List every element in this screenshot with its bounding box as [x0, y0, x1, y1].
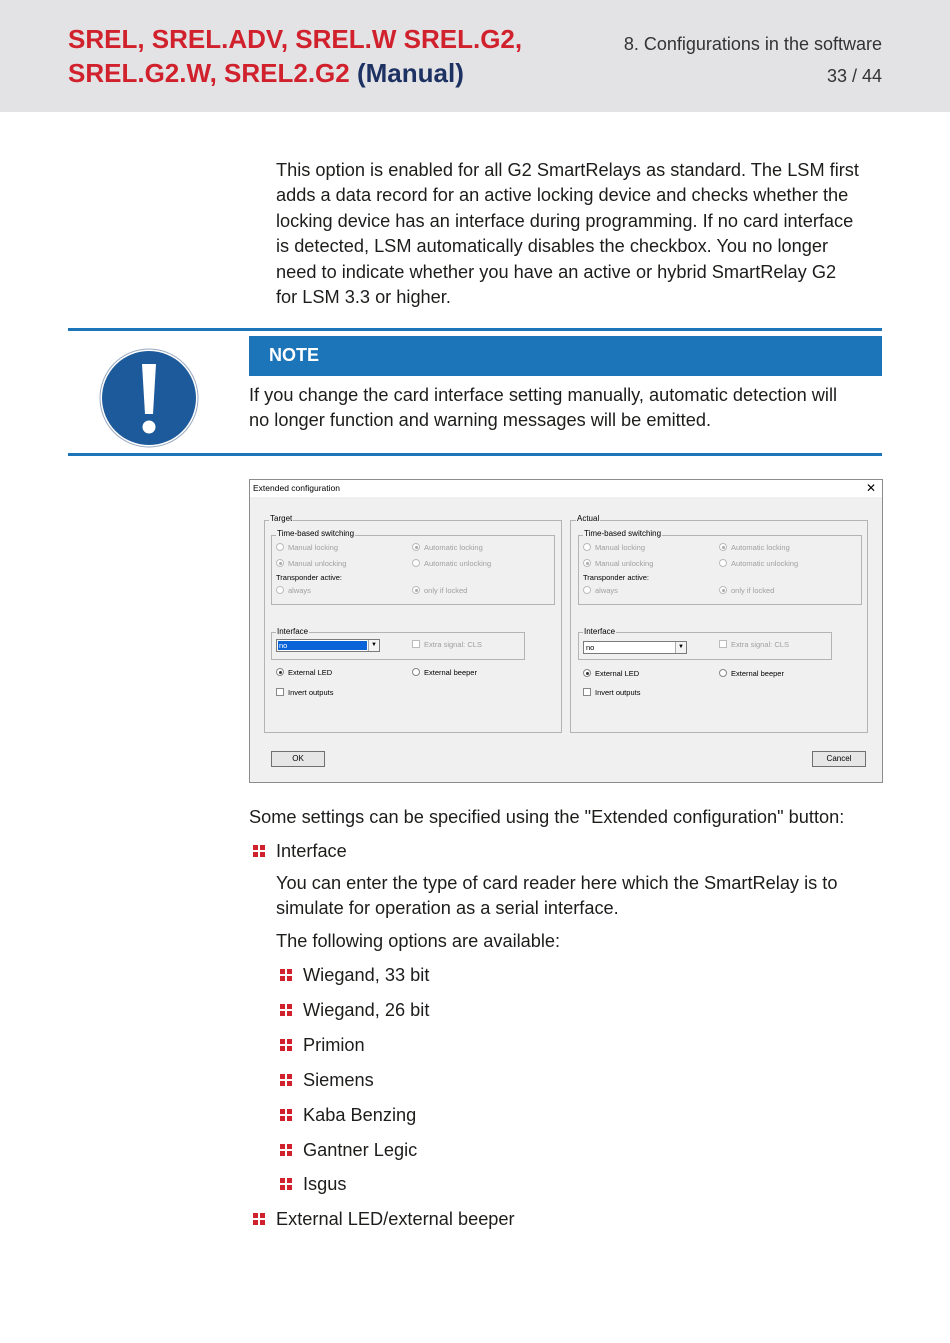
intro-line: is detected, LSM automatically disables the checkbox. You no longer [276, 236, 829, 257]
radio-icon [276, 668, 284, 676]
interface-description [276, 871, 837, 922]
option-label: External beeper [424, 668, 477, 677]
intro-line: This option is enabled for all G2 SmartRelays as standard. The LSM first [276, 160, 859, 180]
option-label: only if locked [731, 586, 775, 595]
radio-icon [583, 543, 591, 551]
cancel-button[interactable]: Cancel [812, 751, 866, 767]
target-external-beeper-radio[interactable] [412, 668, 477, 677]
option-label: Automatic locking [731, 543, 790, 552]
body-lead: Some settings can be specified using the "Extended configuration" button: [249, 807, 845, 827]
actual-invert-outputs-checkbox[interactable] [583, 688, 640, 697]
radio-icon [719, 586, 727, 594]
radio-icon [583, 559, 591, 567]
select-value: no [586, 643, 595, 652]
target-invert-outputs-checkbox[interactable] [276, 688, 333, 697]
intro-line: for LSM 3.3 or higher. [276, 287, 451, 308]
target-interface-legend: Interface [277, 627, 309, 636]
intro-paragraph [276, 158, 859, 310]
list-item: Wiegand, 26 bit [303, 1000, 430, 1020]
chevron-down-icon: ▼ [368, 640, 379, 651]
option-label: always [595, 586, 618, 595]
interface-heading: Interface [276, 841, 347, 861]
note-top-rule [68, 328, 882, 331]
bullet-icon [280, 1039, 292, 1051]
target-manual-unlocking-radio[interactable] [276, 559, 346, 568]
intro-line: locking device has an interface during programming. If no card interface [276, 210, 854, 231]
option-label: Manual locking [288, 543, 339, 552]
chevron-down-icon: ▼ [675, 642, 686, 653]
option-label: Invert outputs [288, 688, 334, 697]
select-value: no [278, 641, 367, 650]
list-item: Wiegand, 33 bit [303, 965, 430, 985]
target-always-radio[interactable] [276, 586, 311, 595]
led-beeper-heading: External LED/external beeper [276, 1209, 515, 1229]
desc-line: You can enter the type of card reader here which the SmartRelay is to [276, 873, 838, 893]
radio-icon [583, 669, 591, 677]
target-manual-locking-radio[interactable] [276, 543, 338, 552]
target-transponder-label: Transponder active: [276, 573, 343, 582]
actual-manual-unlocking-radio[interactable] [583, 559, 653, 568]
document-title [68, 22, 522, 90]
bullet-icon [280, 1074, 292, 1086]
list-item: Primion [303, 1035, 365, 1055]
actual-automatic-locking-radio[interactable] [719, 543, 790, 552]
list-item: Kaba Benzing [303, 1105, 417, 1125]
radio-icon [719, 669, 727, 677]
list-item: Gantner Legic [303, 1140, 418, 1160]
option-label: Extra signal: CLS [731, 640, 789, 649]
bullet-icon [280, 1144, 292, 1156]
target-legend: Target [270, 514, 293, 523]
actual-interface-select[interactable] [583, 641, 687, 654]
list-item: Isgus [303, 1174, 347, 1194]
target-extra-signal-checkbox[interactable] [412, 640, 482, 649]
actual-always-radio[interactable] [583, 586, 618, 595]
option-label: Invert outputs [595, 688, 641, 697]
exclamation-icon [99, 348, 199, 448]
actual-automatic-unlocking-radio[interactable] [719, 559, 798, 568]
intro-line: adds a data record for an active locking device and checks whether the [276, 185, 849, 206]
radio-icon [412, 668, 420, 676]
header-meta [624, 28, 882, 92]
dialog-title: Extended configuration [253, 483, 340, 493]
radio-icon [719, 543, 727, 551]
extended-configuration-dialog [249, 479, 883, 783]
desc-line: simulate for operation as a serial interface. [276, 898, 619, 919]
note-label: NOTE [269, 345, 320, 365]
radio-icon [719, 559, 727, 567]
bullet-icon [280, 969, 292, 981]
intro-line: need to indicate whether you have an active or hybrid SmartRelay G2 [276, 261, 837, 282]
page-header [0, 0, 950, 112]
section-title: 8. Configurations in the software [623, 34, 882, 54]
option-label: Extra signal: CLS [424, 640, 482, 649]
list-item: Siemens [303, 1070, 374, 1090]
option-label: Automatic unlocking [731, 559, 799, 568]
checkbox-icon [719, 640, 727, 648]
radio-icon [583, 586, 591, 594]
option-label: Automatic locking [424, 543, 483, 552]
checkbox-icon [412, 640, 420, 648]
note-line: no longer function and warning messages will be emitted. [249, 410, 712, 431]
actual-manual-locking-radio[interactable] [583, 543, 645, 552]
bullet-icon [253, 1213, 265, 1225]
page-number: 33 / 44 [826, 66, 882, 86]
radio-icon [412, 559, 420, 567]
option-label: only if locked [424, 586, 468, 595]
bullet-icon [280, 1109, 292, 1121]
actual-interface-legend: Interface [584, 627, 616, 636]
note-text [249, 383, 837, 434]
actual-time-legend: Time-based switching [584, 529, 662, 538]
close-icon[interactable]: ✕ [865, 481, 876, 495]
option-label: always [288, 586, 311, 595]
option-label: External LED [595, 669, 640, 678]
target-only-if-locked-radio[interactable] [412, 586, 467, 595]
ok-button[interactable]: OK [271, 751, 325, 767]
title-line-2: SREL.G2.W, SREL2.G2 [68, 58, 350, 88]
option-label: Manual locking [595, 543, 646, 552]
actual-external-beeper-radio[interactable] [719, 669, 784, 678]
bullet-icon [253, 845, 265, 857]
option-label: External LED [288, 668, 333, 677]
radio-icon [276, 559, 284, 567]
option-label: Automatic unlocking [424, 559, 492, 568]
note-bottom-rule [68, 453, 882, 456]
note-header [249, 336, 882, 376]
checkbox-icon [583, 688, 591, 696]
target-time-legend: Time-based switching [277, 529, 355, 538]
target-interface-select[interactable] [276, 639, 380, 652]
dialog-titlebar [250, 480, 882, 497]
radio-icon [276, 543, 284, 551]
title-line-1: SREL, SREL.ADV, SREL.W SREL.G2, [68, 24, 523, 54]
bullet-icon [280, 1004, 292, 1016]
target-automatic-unlocking-radio[interactable] [412, 559, 491, 568]
radio-icon [412, 586, 420, 594]
title-manual: (Manual) [356, 58, 464, 88]
radio-icon [412, 543, 420, 551]
radio-icon [276, 586, 284, 594]
actual-legend: Actual [577, 514, 600, 523]
target-automatic-locking-radio[interactable] [412, 543, 483, 552]
actual-transponder-label: Transponder active: [583, 573, 650, 582]
bullet-icon [280, 1178, 292, 1190]
option-label: Manual unlocking [288, 559, 347, 568]
actual-only-if-locked-radio[interactable] [719, 586, 774, 595]
options-lead: The following options are available: [276, 931, 561, 951]
note-line: If you change the card interface setting manually, automatic detection will [249, 385, 838, 405]
option-label: External beeper [731, 669, 784, 678]
checkbox-icon [276, 688, 284, 696]
actual-external-led-radio[interactable] [583, 669, 639, 678]
actual-extra-signal-checkbox[interactable] [719, 640, 789, 649]
option-label: Manual unlocking [595, 559, 654, 568]
target-external-led-radio[interactable] [276, 668, 332, 677]
